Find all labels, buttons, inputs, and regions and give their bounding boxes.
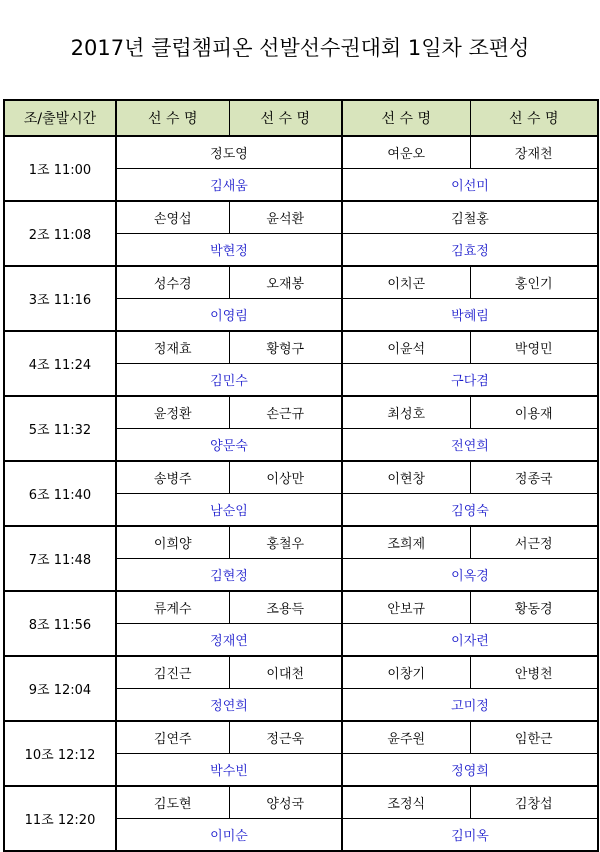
header-row bbox=[4, 100, 598, 136]
player-cell: 박영민 bbox=[470, 331, 598, 364]
group-time-label: 7조 11:48 bbox=[4, 526, 116, 591]
group-time-label: 8조 11:56 bbox=[4, 591, 116, 656]
player-cell: 정재효 bbox=[116, 331, 229, 364]
player-cell: 이현창 bbox=[342, 461, 470, 494]
leader-cell: 김미옥 bbox=[342, 819, 598, 852]
group-row bbox=[4, 331, 598, 364]
group-time-label: 5조 11:32 bbox=[4, 396, 116, 461]
leader-cell: 구다겸 bbox=[342, 364, 598, 397]
leader-cell: 김현정 bbox=[116, 559, 342, 592]
leader-cell: 정재연 bbox=[116, 624, 342, 657]
player-cell: 김도현 bbox=[116, 786, 229, 819]
group-row bbox=[4, 591, 598, 624]
player-cell: 이용재 bbox=[470, 396, 598, 429]
leader-cell: 전연희 bbox=[342, 429, 598, 462]
player-cell: 김진근 bbox=[116, 656, 229, 689]
player-cell: 안보규 bbox=[342, 591, 470, 624]
player-cell: 황형구 bbox=[229, 331, 342, 364]
group-row bbox=[4, 721, 598, 754]
leader-cell: 김민수 bbox=[116, 364, 342, 397]
header-player: 선 수 명 bbox=[116, 100, 229, 136]
header-player: 선 수 명 bbox=[229, 100, 342, 136]
player-cell: 손영섭 bbox=[116, 201, 229, 234]
leader-cell: 정영희 bbox=[342, 754, 598, 787]
player-cell: 김철홍 bbox=[342, 201, 598, 234]
leader-cell: 이선미 bbox=[342, 169, 598, 202]
group-row bbox=[4, 136, 598, 169]
player-cell: 조희제 bbox=[342, 526, 470, 559]
player-cell: 윤주원 bbox=[342, 721, 470, 754]
group-row bbox=[4, 396, 598, 429]
player-cell: 조정식 bbox=[342, 786, 470, 819]
group-row bbox=[4, 201, 598, 234]
player-cell: 이상만 bbox=[229, 461, 342, 494]
page-title: 2017년 클럽챔피온 선발선수권대회 1일차 조편성 bbox=[70, 36, 530, 60]
player-cell: 정종국 bbox=[470, 461, 598, 494]
player-cell: 이희양 bbox=[116, 526, 229, 559]
player-cell: 장재천 bbox=[470, 136, 598, 169]
header-player: 선 수 명 bbox=[470, 100, 598, 136]
player-cell: 여운오 bbox=[342, 136, 470, 169]
leader-cell: 박현정 bbox=[116, 234, 342, 267]
player-cell: 이치곤 bbox=[342, 266, 470, 299]
leader-cell: 이자련 bbox=[342, 624, 598, 657]
player-cell: 황동경 bbox=[470, 591, 598, 624]
group-time-label: 2조 11:08 bbox=[4, 201, 116, 266]
group-time-label: 1조 11:00 bbox=[4, 136, 116, 201]
player-cell: 김연주 bbox=[116, 721, 229, 754]
player-cell: 윤정환 bbox=[116, 396, 229, 429]
leader-cell: 박수빈 bbox=[116, 754, 342, 787]
player-cell: 정도영 bbox=[116, 136, 342, 169]
schedule-table bbox=[3, 99, 599, 852]
player-cell: 성수경 bbox=[116, 266, 229, 299]
player-cell: 홍인기 bbox=[470, 266, 598, 299]
leader-cell: 이옥경 bbox=[342, 559, 598, 592]
group-time-label: 10조 12:12 bbox=[4, 721, 116, 786]
leader-cell: 이미순 bbox=[116, 819, 342, 852]
player-cell: 안병천 bbox=[470, 656, 598, 689]
leader-cell: 양문숙 bbox=[116, 429, 342, 462]
leader-cell: 남순임 bbox=[116, 494, 342, 527]
player-cell: 최성호 bbox=[342, 396, 470, 429]
player-cell: 양성국 bbox=[229, 786, 342, 819]
header-time: 조/출발시간 bbox=[4, 100, 116, 136]
player-cell: 오재봉 bbox=[229, 266, 342, 299]
leader-cell: 이영림 bbox=[116, 299, 342, 332]
player-cell: 서근정 bbox=[470, 526, 598, 559]
leader-cell: 정연희 bbox=[116, 689, 342, 722]
leader-cell: 김새움 bbox=[116, 169, 342, 202]
group-row bbox=[4, 461, 598, 494]
player-cell: 임한근 bbox=[470, 721, 598, 754]
leader-cell: 김영숙 bbox=[342, 494, 598, 527]
player-cell: 송병주 bbox=[116, 461, 229, 494]
group-time-label: 6조 11:40 bbox=[4, 461, 116, 526]
group-row bbox=[4, 266, 598, 299]
player-cell: 류계수 bbox=[116, 591, 229, 624]
group-row bbox=[4, 656, 598, 689]
player-cell: 손근규 bbox=[229, 396, 342, 429]
player-cell: 조용득 bbox=[229, 591, 342, 624]
player-cell: 홍철우 bbox=[229, 526, 342, 559]
player-cell: 정근욱 bbox=[229, 721, 342, 754]
group-time-label: 4조 11:24 bbox=[4, 331, 116, 396]
leader-cell: 박혜림 bbox=[342, 299, 598, 332]
leader-cell: 김효정 bbox=[342, 234, 598, 267]
group-time-label: 9조 12:04 bbox=[4, 656, 116, 721]
player-cell: 김창섭 bbox=[470, 786, 598, 819]
group-time-label: 3조 11:16 bbox=[4, 266, 116, 331]
leader-cell: 고미정 bbox=[342, 689, 598, 722]
group-row bbox=[4, 526, 598, 559]
group-row bbox=[4, 786, 598, 819]
player-cell: 이창기 bbox=[342, 656, 470, 689]
player-cell: 윤석환 bbox=[229, 201, 342, 234]
header-player: 선 수 명 bbox=[342, 100, 470, 136]
player-cell: 이대천 bbox=[229, 656, 342, 689]
player-cell: 이윤석 bbox=[342, 331, 470, 364]
group-time-label: 11조 12:20 bbox=[4, 786, 116, 851]
